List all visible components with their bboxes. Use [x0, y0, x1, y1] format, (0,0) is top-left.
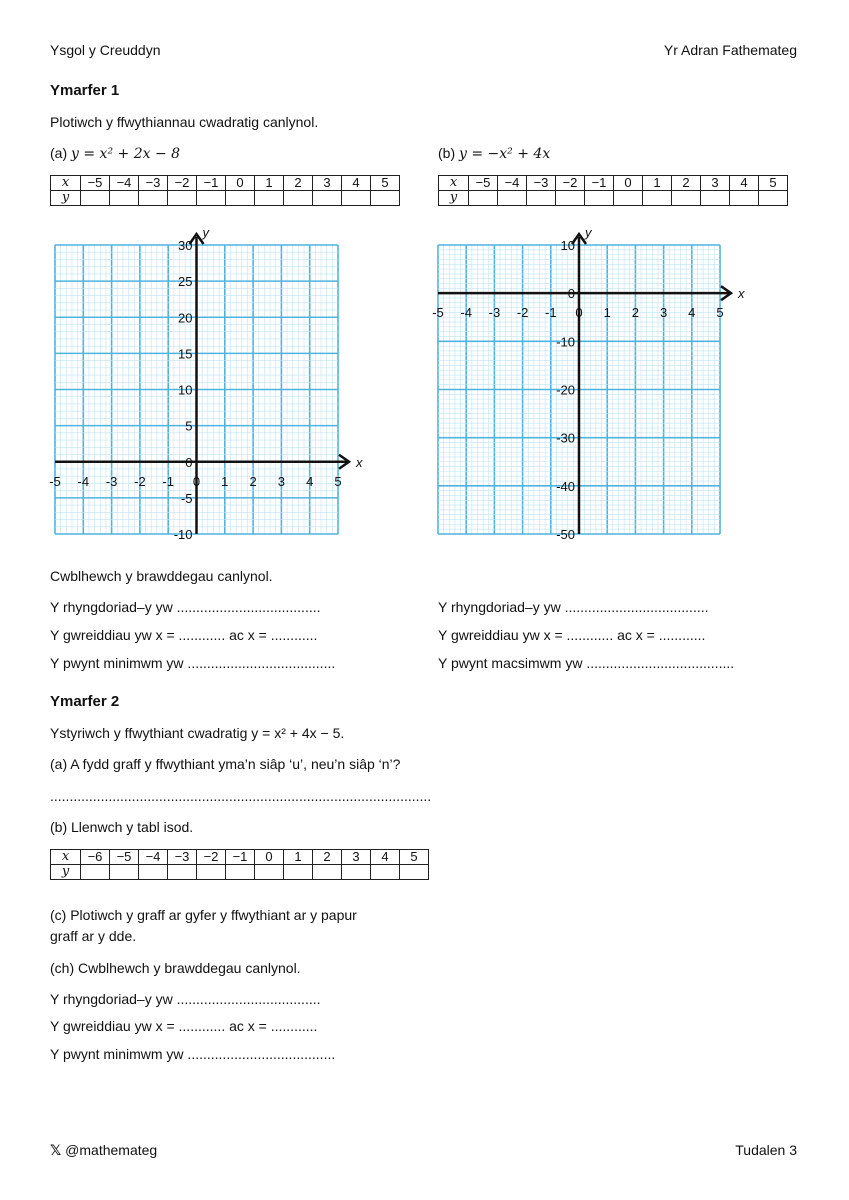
- table-x-value: 2: [672, 176, 701, 191]
- table-y-cell[interactable]: [168, 865, 197, 880]
- table-x-value: −5: [110, 850, 139, 865]
- x-tick-label: -2: [134, 473, 146, 489]
- table-y-cell[interactable]: [139, 865, 168, 880]
- table-x-value: −2: [556, 176, 585, 191]
- b-roots-line[interactable]: Y gwreiddiau yw x = ............ ac x = ............: [438, 627, 706, 643]
- x-tick-label: -5: [432, 305, 444, 321]
- table-y-cell[interactable]: [255, 865, 284, 880]
- table-y-cell[interactable]: [672, 191, 701, 206]
- table-y-cell[interactable]: [643, 191, 672, 206]
- table-y-cell[interactable]: [371, 865, 400, 880]
- y-tick-label: 10: [560, 238, 575, 253]
- table-y-cell[interactable]: [701, 191, 730, 206]
- part-a-heading: [50, 145, 180, 162]
- table-y-cell[interactable]: [527, 191, 556, 206]
- table-x-value: 4: [342, 176, 371, 191]
- y-tick-label: -30: [556, 430, 575, 446]
- table-y-label: y: [51, 865, 81, 880]
- x-tick-label: 5: [716, 305, 724, 321]
- y-tick-label: 0: [567, 286, 575, 302]
- x-tick-label: -3: [105, 473, 118, 489]
- footer-handle: [50, 1142, 157, 1159]
- table-y-label: y: [439, 191, 469, 206]
- y-tick-label: 10: [178, 382, 193, 398]
- question-ch: (ch) Cwblhewch y brawddegau canlynol.: [50, 960, 301, 976]
- x-axis-label: x: [738, 286, 745, 302]
- y-tick-label: -20: [556, 382, 575, 398]
- x-tick-label: 3: [277, 473, 286, 489]
- table-y-cell[interactable]: [556, 191, 585, 206]
- x-tick-label: 1: [221, 473, 229, 489]
- table-y-cell[interactable]: [284, 191, 313, 206]
- table-x-value: 5: [759, 176, 788, 191]
- table-x-label: x: [439, 176, 469, 191]
- table-x-value: −5: [81, 176, 110, 191]
- x-tick-label: 5: [334, 473, 342, 489]
- table-y-cell[interactable]: [759, 191, 788, 206]
- table-y-label: y: [51, 191, 81, 206]
- table-y-cell[interactable]: [342, 191, 371, 206]
- y-tick-label: -40: [556, 478, 575, 494]
- graph-ex2: [0, 0, 1, 1]
- table-y-cell[interactable]: [81, 865, 110, 880]
- table-x-value: 3: [313, 176, 342, 191]
- table-b: [438, 175, 788, 206]
- x-tick-label: -1: [545, 305, 557, 321]
- table-x-value: 0: [255, 850, 284, 865]
- table-x-value: 1: [284, 850, 313, 865]
- footer-handle-text: @mathemateg: [65, 1142, 158, 1158]
- x-tick-label: -3: [488, 305, 501, 321]
- x-tick-label: 4: [688, 305, 696, 321]
- y-tick-label: 30: [178, 238, 193, 253]
- x-tick-label: 4: [306, 473, 314, 489]
- question-c-line2: graff ar y dde.: [50, 928, 137, 944]
- table-x-value: 2: [284, 176, 313, 191]
- ex2-minimum-line[interactable]: Y pwynt minimwm yw ......................................: [50, 1046, 336, 1062]
- table-x-value: −3: [527, 176, 556, 191]
- y-tick-label: 20: [178, 310, 193, 326]
- table-y-cell[interactable]: [110, 191, 139, 206]
- table-x-value: −5: [469, 176, 498, 191]
- table-y-cell[interactable]: [110, 865, 139, 880]
- table-x-value: 1: [643, 176, 672, 191]
- graph-b: [432, 225, 745, 542]
- table-x-label: x: [51, 850, 81, 865]
- exercise-2-intro: Ystyriwch y ffwythiant cwadratig y = x² + 4x − 5.: [50, 725, 345, 741]
- table-x-value: 3: [342, 850, 371, 865]
- b-y-intercept-line[interactable]: Y rhyngdoriad–y yw .....................................: [438, 599, 709, 615]
- complete-sentences-prompt: Cwblhewch y brawddegau canlynol.: [50, 568, 273, 584]
- part-b-function: y = −x² + 4x: [459, 146, 551, 162]
- y-tick-label: -10: [173, 527, 193, 542]
- table-a: [50, 175, 400, 206]
- graph-a: [49, 225, 363, 542]
- x-axis-label: x: [356, 454, 363, 470]
- table-y-cell[interactable]: [313, 191, 342, 206]
- x-tick-label: 2: [631, 305, 640, 321]
- x-tick-label: -1: [162, 473, 174, 489]
- question-c-line1: (c) Plotiwch y graff ar gyfer y ffwythiant ar y papur: [50, 907, 357, 923]
- table-y-cell[interactable]: [139, 191, 168, 206]
- x-tick-label: 2: [249, 473, 257, 489]
- table-x-value: −1: [197, 176, 226, 191]
- part-a-prefix: (a): [50, 145, 68, 161]
- page-number: Tudalen 3: [735, 1142, 797, 1158]
- x-logo-icon: 𝕏: [50, 1142, 62, 1158]
- table-ex2: [50, 849, 429, 880]
- a-y-intercept-line[interactable]: Y rhyngdoriad–y yw .....................................: [50, 599, 321, 615]
- y-tick-label: -50: [556, 527, 575, 542]
- table-y-cell[interactable]: [168, 191, 197, 206]
- y-tick-label: 5: [185, 418, 193, 434]
- school-name: Ysgol y Creuddyn: [50, 42, 161, 58]
- table-x-label: x: [51, 176, 81, 191]
- table-x-value: −3: [168, 850, 197, 865]
- y-axis-label: y: [202, 225, 209, 240]
- table-y-cell[interactable]: [197, 191, 226, 206]
- ex2-roots-line[interactable]: Y gwreiddiau yw x = ............ ac x = ............: [50, 1018, 318, 1034]
- table-y-cell[interactable]: [469, 191, 498, 206]
- table-x-value: −2: [197, 850, 226, 865]
- table-y-cell[interactable]: [371, 191, 400, 206]
- table-y-cell[interactable]: [730, 191, 759, 206]
- table-y-cell[interactable]: [400, 865, 429, 880]
- x-tick-label: 3: [659, 305, 668, 321]
- y-axis-label: y: [585, 225, 592, 240]
- x-tick-label: -4: [460, 305, 472, 321]
- part-b-prefix: (b): [438, 145, 456, 161]
- table-x-value: −4: [139, 850, 168, 865]
- table-x-value: −2: [168, 176, 197, 191]
- table-x-value: −1: [226, 850, 255, 865]
- table-x-value: −1: [585, 176, 614, 191]
- table-y-cell[interactable]: [342, 865, 371, 880]
- department-name: Yr Adran Fathemateg: [663, 42, 797, 58]
- a-roots-line[interactable]: Y gwreiddiau yw x = ............ ac x = ............: [50, 627, 318, 643]
- x-tick-label: 0: [575, 305, 583, 321]
- x-tick-label: -5: [49, 473, 61, 489]
- table-x-value: −4: [110, 176, 139, 191]
- table-y-cell[interactable]: [226, 191, 255, 206]
- y-tick-label: 25: [178, 274, 193, 290]
- table-y-cell[interactable]: [255, 191, 284, 206]
- part-a-function: y = x² + 2x − 8: [71, 146, 181, 162]
- table-y-cell[interactable]: [284, 865, 313, 880]
- exercise-1-instruction: Plotiwch y ffwythiannau cwadratig canlynol.: [50, 114, 319, 130]
- table-y-cell[interactable]: [81, 191, 110, 206]
- exercise-2-title: Ymarfer 2: [50, 693, 120, 710]
- table-x-value: 0: [226, 176, 255, 191]
- table-y-cell[interactable]: [226, 865, 255, 880]
- table-y-cell[interactable]: [614, 191, 643, 206]
- table-x-value: −6: [81, 850, 110, 865]
- y-tick-label: -10: [556, 334, 575, 350]
- table-x-value: 5: [400, 850, 429, 865]
- x-tick-label: -2: [516, 305, 529, 321]
- table-y-cell[interactable]: [498, 191, 527, 206]
- question-b: (b) Llenwch y tabl isod.: [50, 819, 194, 835]
- x-tick-label: -4: [77, 473, 90, 489]
- table-x-value: 5: [371, 176, 400, 191]
- table-x-value: 4: [371, 850, 400, 865]
- exercise-1-title: Ymarfer 1: [50, 82, 120, 99]
- table-y-cell[interactable]: [585, 191, 614, 206]
- question-a-answer-line[interactable]: ..................................................................................................: [50, 788, 432, 804]
- y-tick-label: 0: [185, 454, 193, 470]
- table-x-value: 4: [730, 176, 759, 191]
- y-tick-label: 15: [178, 346, 193, 362]
- x-tick-label: 1: [603, 305, 611, 321]
- table-y-cell[interactable]: [313, 865, 342, 880]
- table-x-value: 3: [701, 176, 730, 191]
- table-x-value: −3: [139, 176, 168, 191]
- table-x-value: 0: [614, 176, 643, 191]
- question-a: (a) A fydd graff y ffwythiant yma’n siâp ‘u’, neu’n siâp ‘n’?: [50, 756, 401, 772]
- b-maximum-line[interactable]: Y pwynt macsimwm yw ......................................: [438, 655, 735, 671]
- table-x-value: 1: [255, 176, 284, 191]
- table-x-value: 2: [313, 850, 342, 865]
- ex2-y-intercept-line[interactable]: Y rhyngdoriad–y yw .....................................: [50, 991, 321, 1007]
- part-b-heading: [438, 145, 550, 162]
- table-x-value: −4: [498, 176, 527, 191]
- x-tick-label: 0: [192, 473, 201, 489]
- a-minimum-line[interactable]: Y pwynt minimwm yw ......................................: [50, 655, 336, 671]
- table-y-cell[interactable]: [197, 865, 226, 880]
- y-tick-label: -5: [180, 490, 193, 506]
